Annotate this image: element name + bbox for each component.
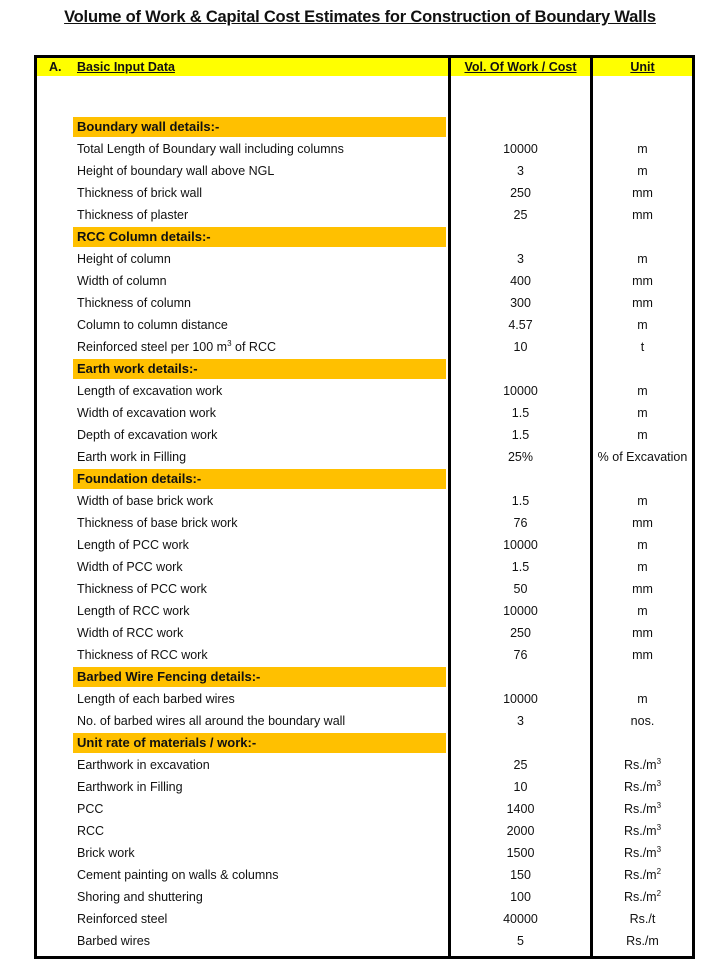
row-label-text: Width of base brick work (77, 494, 214, 508)
table-row (37, 688, 692, 710)
section-heading-label: Foundation details:- (77, 471, 202, 486)
row-label (77, 754, 210, 776)
row-unit (593, 490, 692, 512)
row-value: 3 (517, 714, 524, 728)
row-unit (593, 908, 692, 930)
row-unit-text: nos. (630, 714, 655, 728)
section-heading-row (37, 732, 692, 754)
row-unit-superscript: 2 (656, 888, 662, 898)
row-value: 3 (517, 164, 524, 178)
row-unit (593, 204, 692, 226)
row-label (77, 820, 104, 842)
section-header-band (37, 58, 448, 76)
row-value: 10 (513, 780, 528, 794)
section-heading-label: Unit rate of materials / work:- (77, 735, 257, 750)
row-unit-text: Rs./m (623, 758, 657, 772)
table-row (37, 600, 692, 622)
row-unit-superscript: 2 (656, 866, 662, 876)
row-unit-text: m (637, 692, 648, 706)
section-heading-label: Earth work details:- (77, 361, 198, 376)
section-heading-row (37, 468, 692, 490)
row-unit-text: m (637, 164, 648, 178)
row-unit (593, 754, 692, 776)
row-value: 250 (510, 626, 531, 640)
row-value: 25 (513, 208, 528, 222)
section-heading-row (37, 666, 692, 688)
row-label (77, 600, 190, 622)
row-label-text: Thickness of brick wall (77, 186, 203, 200)
row-value: 300 (510, 296, 531, 310)
table-row (37, 446, 692, 468)
row-value: 25 (513, 758, 528, 772)
row-label-text: Width of PCC work (77, 560, 183, 574)
table-row (37, 270, 692, 292)
row-unit-text: Rs./m (626, 934, 659, 948)
row-unit (593, 622, 692, 644)
row-unit (593, 182, 692, 204)
row-label-superscript: 3 (227, 338, 232, 348)
table-row (37, 578, 692, 600)
row-value: 10 (513, 340, 528, 354)
row-unit (593, 314, 692, 336)
table-row (37, 292, 692, 314)
row-label-text: Length of RCC work (77, 604, 190, 618)
table-row (37, 754, 692, 776)
section-heading-label: RCC Column details:- (77, 229, 211, 244)
spacer-row (37, 94, 692, 116)
row-value: 3 (517, 252, 524, 266)
row-value: 100 (510, 890, 531, 904)
table-row (37, 160, 692, 182)
row-value: 10000 (503, 692, 538, 706)
row-label (77, 688, 235, 710)
row-label-text: Earthwork in Filling (77, 780, 183, 794)
row-label (77, 930, 150, 952)
row-unit-superscript: 3 (656, 778, 662, 788)
row-label (77, 842, 135, 864)
column-header-unit-label: Unit (630, 60, 655, 74)
row-label-text: Thickness of column (77, 296, 191, 310)
row-unit (593, 512, 692, 534)
row-label-text: Barbed wires (77, 934, 150, 948)
column-header-value (451, 58, 590, 76)
table-row (37, 534, 692, 556)
row-unit-text: Rs./m (623, 824, 657, 838)
row-unit-text: Rs./t (629, 912, 656, 926)
table-row (37, 864, 692, 886)
row-label (77, 512, 237, 534)
row-label-text: No. of barbed wires all around the boundary wall (77, 714, 346, 728)
row-label-text: Thickness of PCC work (77, 582, 207, 596)
row-unit-text: mm (632, 186, 653, 200)
row-label (77, 710, 345, 732)
section-letter: A. (49, 60, 62, 74)
table-body (37, 94, 692, 952)
row-label-text: Reinforced steel per 100 m (77, 340, 228, 354)
column-divider (448, 58, 451, 956)
row-value: 10000 (503, 384, 538, 398)
section-title: Basic Input Data (77, 60, 175, 74)
row-unit (593, 336, 692, 358)
row-label-text: PCC (77, 802, 104, 816)
row-value: 76 (513, 648, 528, 662)
row-label-text: Shoring and shuttering (77, 890, 203, 904)
table-row (37, 908, 692, 930)
row-value: 250 (510, 186, 531, 200)
row-label (77, 314, 228, 336)
row-unit-text: m (637, 318, 648, 332)
row-label-text: RCC (77, 824, 105, 838)
row-unit (593, 776, 692, 798)
row-label (77, 622, 183, 644)
row-unit-text: % of Excavation (597, 450, 688, 464)
row-unit (593, 644, 692, 666)
row-label-text: Length of excavation work (77, 384, 223, 398)
row-unit (593, 886, 692, 908)
table-row (37, 710, 692, 732)
row-label-text: Earthwork in excavation (77, 758, 210, 772)
row-unit (593, 842, 692, 864)
row-unit-text: t (640, 340, 645, 354)
row-unit-superscript: 3 (656, 844, 662, 854)
section-heading-row (37, 116, 692, 138)
row-label-suffix: of RCC (231, 340, 276, 354)
row-unit-text: Rs./m (623, 780, 657, 794)
row-label (77, 798, 103, 820)
row-label-text: Thickness of RCC work (77, 648, 208, 662)
row-value: 150 (510, 868, 531, 882)
row-label (77, 578, 207, 600)
row-unit-text: m (637, 560, 648, 574)
row-value: 10000 (503, 604, 538, 618)
table-row (37, 820, 692, 842)
row-unit-text: m (637, 252, 648, 266)
section-heading-label: Barbed Wire Fencing details:- (77, 669, 261, 684)
row-unit-text: Rs./m (623, 890, 657, 904)
table-row (37, 512, 692, 534)
row-unit-text: m (637, 494, 648, 508)
row-unit-superscript: 3 (656, 822, 662, 832)
row-unit-text: Rs./m (623, 846, 657, 860)
row-label (77, 204, 188, 226)
row-label (77, 336, 276, 358)
row-unit (593, 446, 692, 468)
row-value: 10000 (503, 142, 538, 156)
row-label (77, 182, 202, 204)
row-value: 400 (510, 274, 531, 288)
row-unit-text: Rs./m (623, 868, 657, 882)
row-label (77, 402, 216, 424)
table-row (37, 930, 692, 952)
row-value: 4.57 (508, 318, 533, 332)
row-unit-text: Rs./m (623, 802, 657, 816)
row-unit (593, 600, 692, 622)
row-unit (593, 820, 692, 842)
row-unit-text: m (637, 604, 648, 618)
table-row (37, 380, 692, 402)
row-label-text: Height of boundary wall above NGL (77, 164, 275, 178)
table-row (37, 204, 692, 226)
row-label (77, 776, 183, 798)
row-label (77, 270, 167, 292)
table-row (37, 490, 692, 512)
row-label-text: Total Length of Boundary wall including columns (77, 142, 344, 156)
row-unit (593, 578, 692, 600)
row-unit (593, 710, 692, 732)
table-row (37, 842, 692, 864)
row-value: 1400 (506, 802, 535, 816)
section-heading-row (37, 226, 692, 248)
row-unit-text: mm (632, 296, 653, 310)
row-label-text: Depth of excavation work (77, 428, 218, 442)
row-unit-text: m (637, 384, 648, 398)
row-value: 1.5 (511, 494, 530, 508)
row-unit-text: mm (632, 274, 653, 288)
row-label-text: Earth work in Filling (77, 450, 187, 464)
row-unit (593, 248, 692, 270)
table-row (37, 622, 692, 644)
row-unit (593, 864, 692, 886)
row-unit (593, 798, 692, 820)
table-row (37, 182, 692, 204)
row-label (77, 380, 222, 402)
row-label-text: Height of column (77, 252, 171, 266)
table-row (37, 248, 692, 270)
row-label (77, 160, 274, 182)
row-label-text: Thickness of plaster (77, 208, 189, 222)
row-value: 5 (517, 934, 524, 948)
row-unit-text: mm (632, 208, 653, 222)
row-label-text: Brick work (77, 846, 135, 860)
row-unit (593, 292, 692, 314)
row-label-text: Reinforced steel (77, 912, 168, 926)
row-unit-text: m (637, 538, 648, 552)
row-unit-text: m (637, 428, 648, 442)
table-row (37, 776, 692, 798)
section-heading-row (37, 358, 692, 380)
table-row (37, 644, 692, 666)
row-unit (593, 402, 692, 424)
row-unit-text: mm (632, 516, 653, 530)
row-label-text: Thickness of base brick work (77, 516, 238, 530)
row-unit (593, 424, 692, 446)
row-label (77, 292, 191, 314)
table-row (37, 336, 692, 358)
row-unit-text: m (637, 142, 648, 156)
row-unit-text: m (637, 406, 648, 420)
row-label (77, 908, 167, 930)
row-label-text: Cement painting on walls & columns (77, 868, 279, 882)
table-row (37, 138, 692, 160)
row-unit (593, 160, 692, 182)
section-heading-label: Boundary wall details:- (77, 119, 220, 134)
row-unit-superscript: 3 (656, 800, 662, 810)
row-label (77, 534, 189, 556)
row-unit-text: mm (632, 648, 653, 662)
row-value: 50 (513, 582, 528, 596)
row-value: 40000 (503, 912, 538, 926)
row-label (77, 424, 217, 446)
row-value: 10000 (503, 538, 538, 552)
page-title: Volume of Work & Capital Cost Estimates for Construction of Boundary Walls (64, 8, 656, 26)
row-unit (593, 270, 692, 292)
row-label (77, 864, 279, 886)
row-label (77, 886, 203, 908)
row-unit (593, 380, 692, 402)
table-row (37, 314, 692, 336)
table-row (37, 402, 692, 424)
table-row (37, 886, 692, 908)
row-unit (593, 930, 692, 952)
column-divider (590, 58, 593, 956)
row-value: 1.5 (511, 406, 530, 420)
row-value: 1.5 (511, 428, 530, 442)
row-label-text: Width of column (77, 274, 167, 288)
row-label-text: Column to column distance (77, 318, 228, 332)
row-unit (593, 138, 692, 160)
row-label (77, 446, 186, 468)
table-row (37, 424, 692, 446)
row-unit (593, 556, 692, 578)
row-label (77, 644, 208, 666)
row-label-text: Width of excavation work (77, 406, 216, 420)
row-label (77, 490, 213, 512)
row-unit (593, 688, 692, 710)
column-header-value-label: Vol. Of Work / Cost (464, 60, 577, 74)
column-header-unit (593, 58, 692, 76)
row-label-text: Length of each barbed wires (77, 692, 235, 706)
input-data-table (34, 55, 695, 959)
row-label (77, 248, 171, 270)
row-value: 76 (513, 516, 528, 530)
row-unit-text: mm (632, 582, 653, 596)
table-row (37, 556, 692, 578)
row-value: 1500 (506, 846, 535, 860)
row-unit-text: mm (632, 626, 653, 640)
row-value: 1.5 (511, 560, 530, 574)
row-value: 2000 (506, 824, 535, 838)
row-label-text: Width of RCC work (77, 626, 184, 640)
row-label-text: Length of PCC work (77, 538, 189, 552)
row-label (77, 138, 344, 160)
row-unit-superscript: 3 (656, 756, 662, 766)
row-label (77, 556, 183, 578)
row-unit (593, 534, 692, 556)
table-row (37, 798, 692, 820)
row-value: 25% (507, 450, 534, 464)
